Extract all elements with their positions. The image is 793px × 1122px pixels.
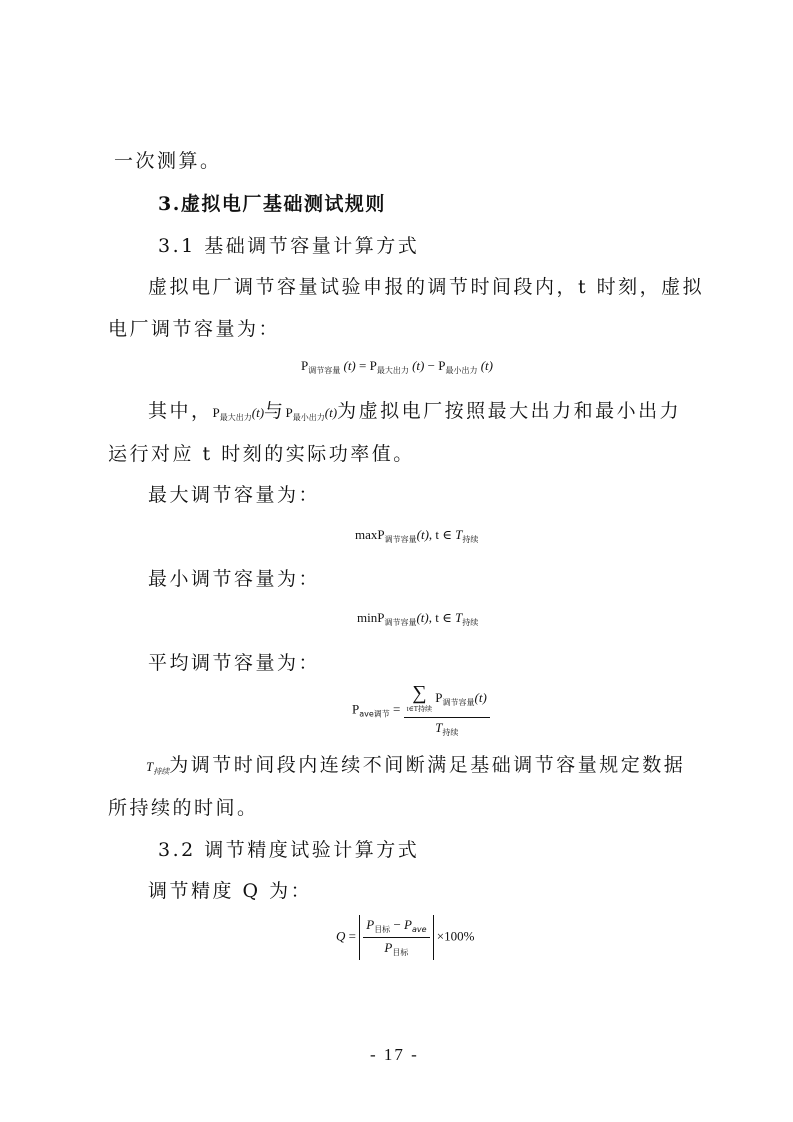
inline-formula-t-duration: $T_{持续}$ [146, 759, 170, 776]
subsection-title-3-1: 3.1 基础调节容量计算方式 [158, 235, 420, 257]
label-avg-capacity: 平均调节容量为： [148, 652, 321, 674]
paragraph-line: $T_{持续}$为调节时间段内连续不间断满足基础调节容量规定数据 [146, 754, 686, 776]
paragraph-line: 虚拟电厂调节容量试验申报的调节时间段内，t 时刻，虚拟 [148, 276, 705, 298]
formula-adjust-capacity: $P_{调节容量}$ $(t) = P_{最大出力}$ $(t) - P_{最小出力}$ (t) [301, 358, 493, 375]
section-heading: 3.虚拟电厂基础测试规则 [158, 193, 386, 215]
text-line-continuation: 一次测算。 [114, 150, 222, 172]
formula-precision: Q = $\frac{P_{目标} - P_{ave}}{P_{目标}}$ ×100% [336, 915, 474, 960]
absolute-value [359, 915, 433, 960]
paragraph-line: 所持续的时间。 [108, 797, 259, 819]
fraction: $\frac{P_{目标} - P_{ave}}{P_{目标}}$ [363, 917, 429, 958]
label-precision: 调节精度 Q 为： [148, 880, 313, 902]
inline-formula-p-max: $P_{最大出力}(t)$ [212, 405, 265, 422]
label-min-capacity: 最小调节容量为： [148, 568, 321, 590]
formula-min-capacity: minP$_{调节容量}$(t), t ∈ $T_{持续}$ [357, 610, 479, 627]
paragraph-line: 其中，$P_{最大出力}(t)$与$P_{最小出力}(t)$为虚拟电厂按照最大出力和最小出力 [148, 400, 682, 422]
subsection-title-3-2: 3.2 调节精度试验计算方式 [158, 839, 420, 861]
summation: ∑ t∈T持续 [406, 682, 433, 713]
formula-max-capacity: maxP$_{调节容量}$(t), t ∈ $T_{持续}$ [355, 527, 479, 544]
formula-avg-capacity: $P_{ave调节}$ = ∑ t∈T持续 $P_{调节容量}(t)$ $T_{持续}$ [352, 683, 490, 738]
paragraph-line: 电厂调节容量为： [108, 318, 281, 340]
fraction: ∑ t∈T持续 $P_{调节容量}(t)$ $T_{持续}$ [404, 683, 490, 738]
inline-formula-p-min: $P_{最小出力}(t)$ [285, 405, 338, 422]
paragraph-line: 运行对应 t 时刻的实际功率值。 [108, 443, 415, 465]
label-max-capacity: 最大调节容量为： [148, 484, 321, 506]
page-number: - 17 - [370, 1045, 419, 1064]
